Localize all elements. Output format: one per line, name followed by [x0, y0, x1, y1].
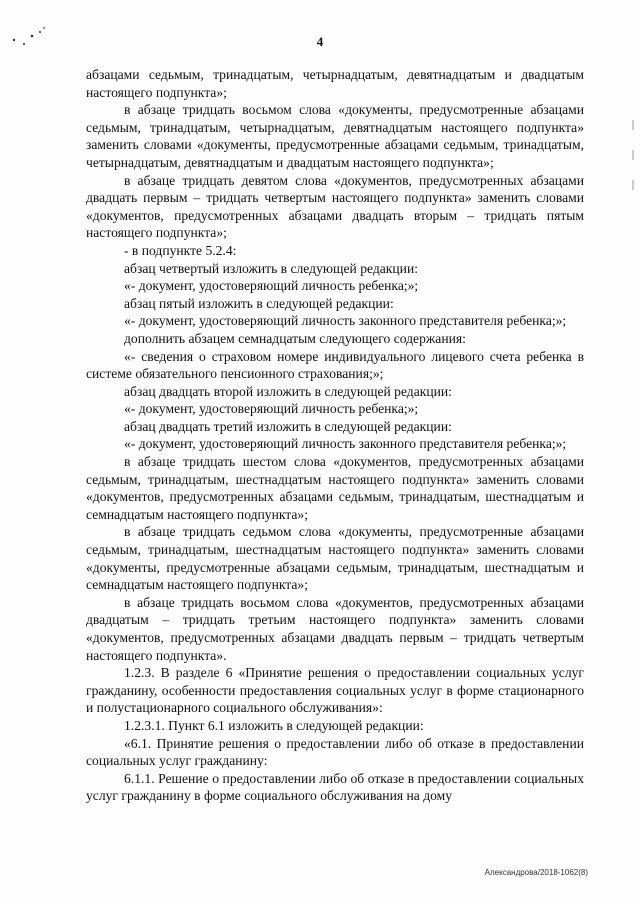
paragraph: «- документ, удостоверяющий личность ребенка;»;	[124, 278, 419, 294]
paragraph: в абзаце тридцать восьмом слова «документов, предусмотренных абзацами двадцатым – тридцать третьим настоящего подпункта» заменить словами «документов, предусмотренных абзацами двадцать первым – тридцать четвертым настоящего подпункта».	[86, 594, 584, 663]
binder-edge-icon	[630, 120, 636, 200]
paragraph: абзацами седьмым, тринадцатым, четырнадцатым, девятнадцатым и двадцатым настоящего подпункта»;	[86, 67, 584, 100]
paragraph: абзац пятый изложить в следующей редакции:	[124, 295, 394, 311]
paragraph: 1.2.3. В разделе 6 «Принятие решения о предоставлении социальных услуг гражданину, особенности предоставления социальных услуг в форме стационарного и полустационарного социального обслуживания»:	[86, 665, 584, 716]
paragraph: абзац двадцать второй изложить в следующей редакции:	[124, 383, 452, 399]
paragraph: в абзаце тридцать седьмом слова «документы, предусмотренные абзацами седьмым, тринадцатым, шестнадцатым настоящего подпункта» заменить словами «документы, предусмотренные абзацами седьмым, тринадцатым, шестнадцатым и семнадцатым настоящего подпункта»;	[86, 524, 584, 593]
paragraph: «- сведения о страховом номере индивидуального лицевого счета ребенка в системе обязательного пенсионного страхования;»;	[86, 348, 584, 382]
paragraph: «- документ, удостоверяющий личность законного представителя ребенка;»;	[124, 313, 567, 329]
paragraph: 1.2.3.1. Пункт 6.1 изложить в следующей редакции:	[124, 717, 424, 733]
paragraph: 6.1.1. Решение о предоставлении либо об отказе в предоставлении социальных услуг гражданину в форме социального обслуживания на дому	[86, 770, 584, 804]
paragraph: в абзаце тридцать девятом слова «документов, предусмотренных абзацами двадцать первым – тридцать четвертым настоящего подпункта» заменить словами «документов, предусмотренных абзацами двадцать вторым – тридцать пятым настоящего подпункта»;	[86, 172, 584, 241]
paragraph: абзац четвертый изложить в следующей редакции:	[124, 260, 419, 276]
paragraph: «6.1. Принятие решения о предоставлении либо об отказе в предоставлении социальных услуг гражданину:	[86, 735, 584, 769]
paragraph: - в подпункте 5.2.4:	[124, 242, 237, 258]
paragraph: абзац двадцать третий изложить в следующей редакции:	[124, 418, 452, 434]
paragraph: в абзаце тридцать шестом слова «документов, предусмотренных абзацами седьмым, тринадцатым, шестнадцатым настоящего подпункта» заменить словами «документов, предусмотренных абзацами седьмым, тринадцатым, шестнадцатым и семнадцатым настоящего подпункта»;	[86, 454, 584, 522]
paragraph: в абзаце тридцать восьмом слова «документы, предусмотренные абзацами седьмым, тринадцатым, четырнадцатым, девятнадцатым настоящего подпункта» заменить словами «документы, предусмотренные абзацами седьмым, тринадцатым, четырнадцатым, девятнадцатым и двадцатым настоящего подпункта»;	[86, 102, 584, 170]
paragraph: «- документ, удостоверяющий личность законного представителя ребенка;»;	[124, 436, 567, 452]
page-number: 4	[316, 34, 324, 49]
document-body	[86, 66, 584, 805]
paragraph: дополнить абзацем семнадцатым следующего содержания:	[124, 330, 466, 346]
document-footer-code: Александрова/2018-1062(8)	[484, 868, 588, 877]
paragraph: «- документ, удостоверяющий личность ребенка;»;	[124, 401, 419, 417]
